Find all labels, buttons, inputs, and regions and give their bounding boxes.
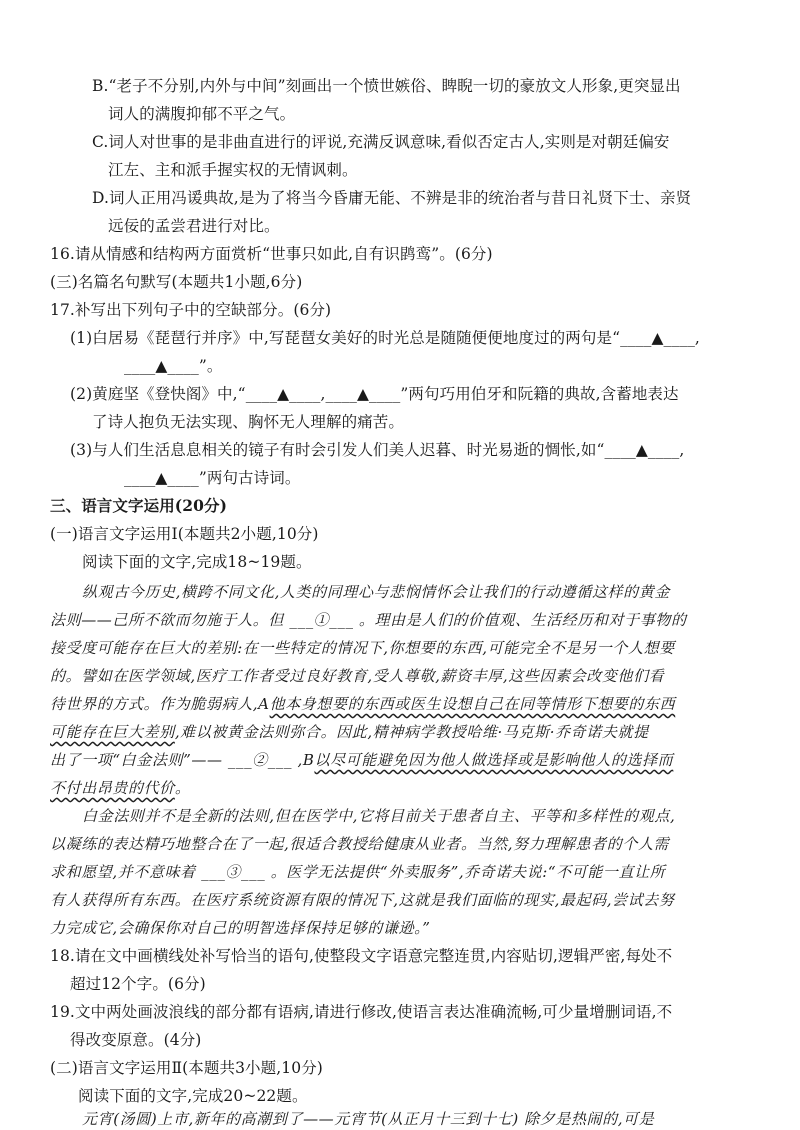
passage-line-5-lead: 待世界的方式。作为脆弱病人,A	[50, 695, 270, 713]
q17-item3-line1: (3)与人们生活息息相关的镜子有时会引发人们美人迟暮、时光易逝的惆怅,如“____▲____,	[70, 441, 685, 459]
passage-line-3: 接受度可能存在巨大的差别:在一些特定的情况下,你想要的东西,可能完全不是另一个人想要	[50, 639, 675, 657]
question-19-line2: 得改变原意。(4分)	[70, 1031, 202, 1049]
q17-item2-line1: (2)黄庭坚《登快阁》中,“____▲____,____▲____”两句巧用伯牙和阮籍的典故,含蓄地表达	[70, 385, 679, 403]
q17-item1-line1: (1)白居易《琵琶行并序》中,写琵琶女美好的时光总是随随便便地度过的两句是“____▲____,	[70, 329, 700, 347]
question-16: 16.请从情感和结构两方面赏析“世事只如此,自有识鹍鸾”。(6分)	[50, 245, 493, 263]
subsection-2-heading: (二)语言文字运用Ⅱ(本题共3小题,10分)	[50, 1059, 323, 1077]
passage-2-line-1: 元宵(汤圆)上市,新年的高潮到了——元宵节(从正月十三到十七) 除夕是热闹的,可是	[82, 1110, 655, 1128]
passage-line-13: 力完成它,会确保你对自己的明智选择保持足够的谦逊。”	[50, 919, 431, 937]
option-c-line2: 江左、主和派手握实权的无情讽刺。	[108, 161, 358, 179]
passage-line-1: 纵观古今历史,横跨不同文化,人类的同理心与悲悯情怀会让我们的行动遵循这样的黄金	[82, 583, 670, 601]
passage-line-11: 求和愿望,并不意味着 ___③___ 。医学无法提供“外卖服务”,乔奇诺夫说:“不可能一直让所	[50, 863, 666, 881]
wavy-sentence-a-part1: 他本身想要的东西或医生设想自己在同等情形下想要的东西	[269, 695, 676, 713]
q17-item2-line2: 了诗人抱负无法实现、胸怀无人理解的痛苦。	[92, 413, 405, 431]
reading-instruction-2: 阅读下面的文字,完成20~22题。	[78, 1087, 308, 1105]
passage-line-5	[50, 693, 675, 715]
passage-line-4: 的。譬如在医学领域,医疗工作者受过良好教育,受人尊敬,薪资丰厚,这些因素会改变他们看	[50, 667, 665, 685]
option-c-line1: C.词人对世事的是非曲直进行的评说,充满反讽意味,看似否定古人,实则是对朝廷偏安	[92, 133, 670, 151]
passage-line-6	[50, 721, 649, 743]
passage-line-8-tail: 。	[174, 779, 191, 797]
q17-item3-line2: ____▲____”两句古诗词。	[124, 469, 301, 487]
option-d-line2: 远佞的孟尝君进行对比。	[108, 217, 280, 235]
question-17: 17.补写出下列句子中的空缺部分。(6分)	[50, 301, 332, 319]
option-d-line1: D.词人正用冯谖典故,是为了将当今昏庸无能、不辨是非的统治者与昔日礼贤下士、亲贤	[92, 189, 692, 207]
question-18-line2: 超过12个字。(6分)	[70, 975, 206, 993]
passage-line-9: 白金法则并不是全新的法则,但在医学中,它将目前关于患者自主、平等和多样性的观点,	[82, 807, 676, 825]
passage-line-8	[50, 777, 190, 799]
question-18-line1: 18.请在文中画横线处补写恰当的语句,使整段文字语意完整连贯,内容贴切,逻辑严密,每处不	[50, 947, 673, 965]
part-3-heading: 三、语言文字运用(20分)	[50, 496, 228, 515]
option-b-line1: B.“老子不分别,内外与中间”刻画出一个愤世嫉俗、睥睨一切的豪放文人形象,更突显出	[92, 77, 681, 95]
passage-line-6-tail: ,难以被黄金法则弥合。因此,精神病学教授哈维·马克斯·乔奇诺夫就提	[174, 723, 649, 741]
option-b-line2: 词人的满腹抑郁不平之气。	[108, 105, 296, 123]
wavy-sentence-a-part2: 可能存在巨大差别	[50, 723, 175, 741]
passage-line-7	[50, 749, 673, 771]
passage-line-7-lead: 出了一项“白金法则”—— ___②___ ,B	[50, 751, 315, 769]
wavy-sentence-b-part1: 以尽可能避免因为他人做选择或是影响他人的选择而	[314, 751, 674, 769]
passage-line-12: 有人获得所有东西。在医疗系统资源有限的情况下,这就是我们面临的现实,最起码,尝试去努	[50, 891, 675, 909]
subsection-1-heading: (一)语言文字运用Ⅰ(本题共2小题,10分)	[50, 525, 319, 543]
section-3-heading: (三)名篇名句默写(本题共1小题,6分)	[50, 273, 303, 291]
passage-line-10: 以凝练的表达精巧地整合在了一起,很适合教授给健康从业者。当然,努力理解患者的个人需	[50, 835, 670, 853]
question-19-line1: 19.文中两处画波浪线的部分都有语病,请进行修改,使语言表达准确流畅,可少量增删词语,不	[50, 1003, 673, 1021]
passage-line-2: 法则——己所不欲而勿施于人。但 ___①___ 。理由是人们的价值观、生活经历和对于事物的	[50, 611, 687, 629]
wavy-sentence-b-part2: 不付出昂贵的代价	[50, 779, 175, 797]
q17-item1-line2: ____▲____”。	[124, 357, 223, 375]
reading-instruction-1: 阅读下面的文字,完成18~19题。	[82, 553, 312, 571]
